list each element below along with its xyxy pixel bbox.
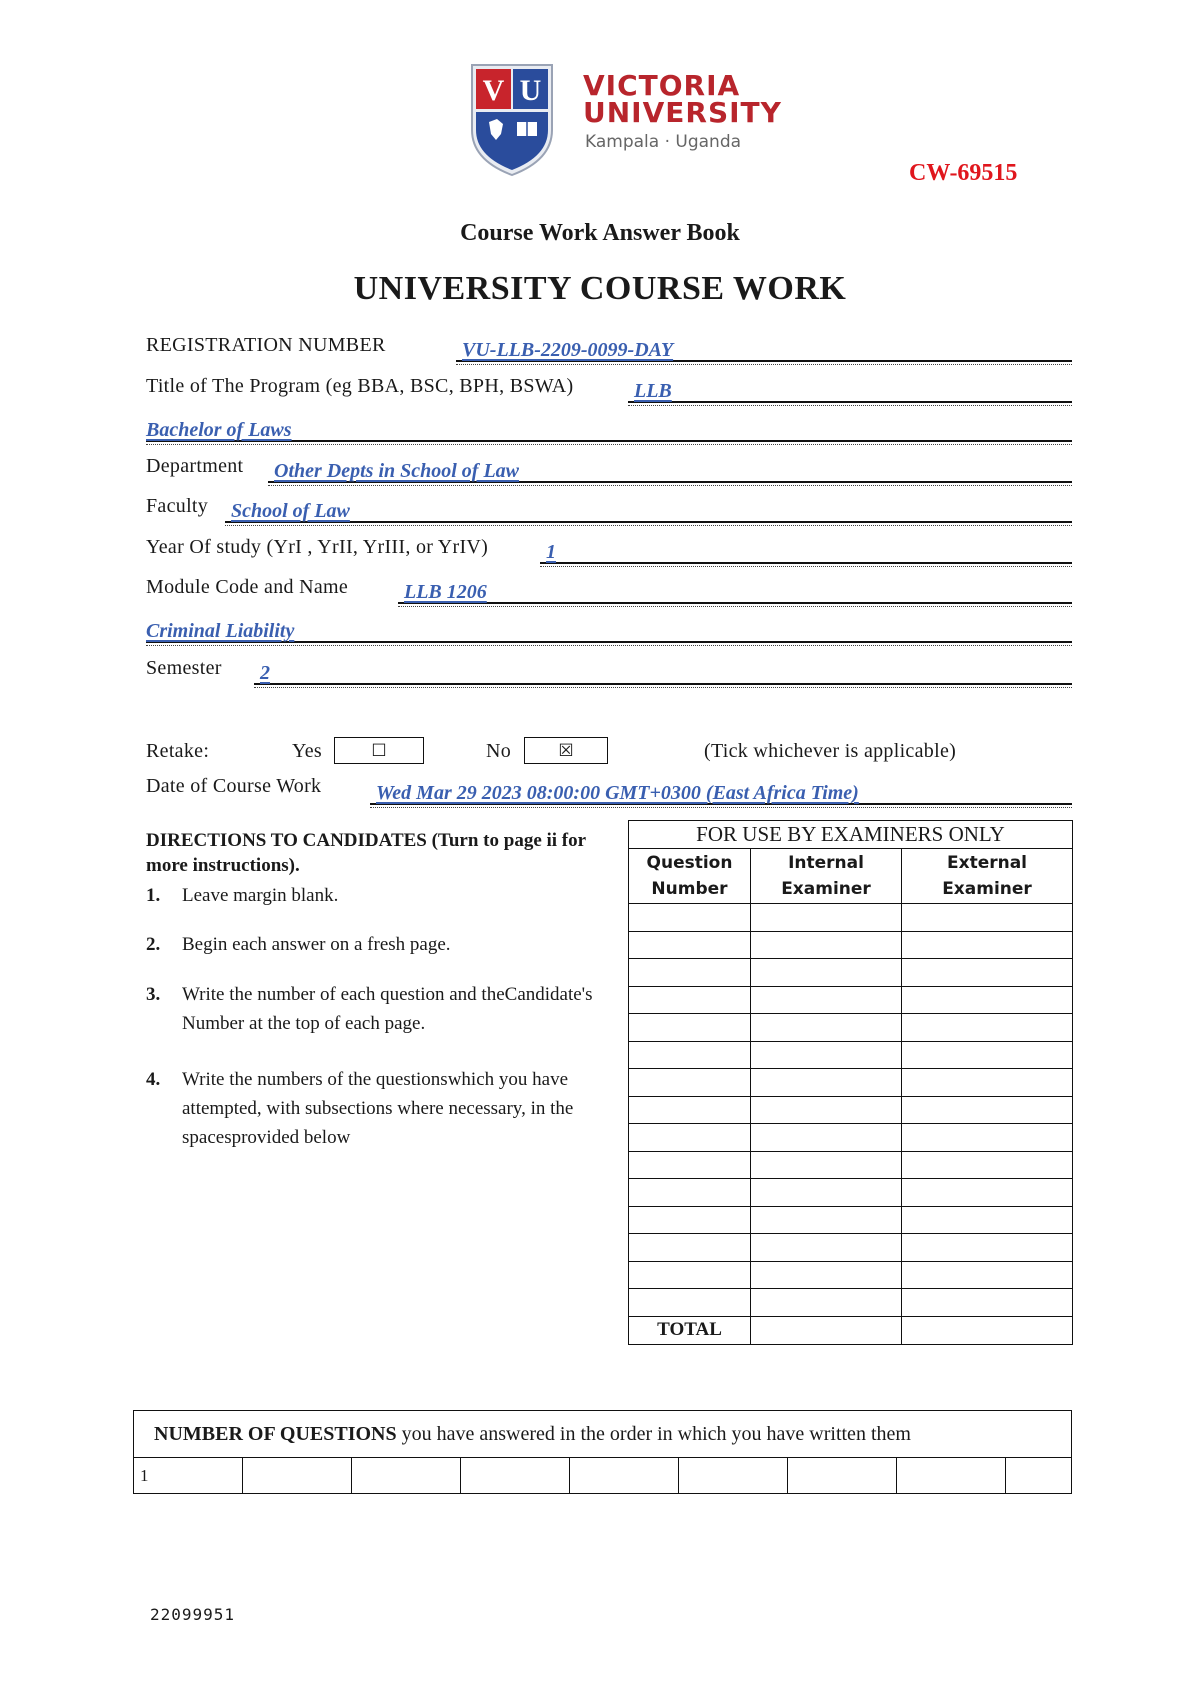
module-code-field[interactable] [398,578,1072,604]
program-label: Title of The Program (eg BBA, BSC, BPH, BSWA) [146,375,574,397]
table-cell[interactable] [902,931,1073,959]
table-cell[interactable] [902,1234,1073,1262]
total-internal-cell[interactable] [751,1316,902,1344]
table-row [629,1289,1073,1317]
table-cell[interactable] [629,959,751,987]
direction-number: 4. [146,1069,161,1090]
table-cell[interactable] [902,1151,1073,1179]
table-cell[interactable] [751,1014,902,1042]
date-value: Wed Mar 29 2023 08:00:00 GMT+0300 (East Africa Time) [376,782,859,804]
registration-value: VU-LLB-2209-0099-DAY [462,339,674,361]
table-cell[interactable] [902,959,1073,987]
table-cell[interactable] [629,1289,751,1317]
table-cell[interactable] [629,1179,751,1207]
direction-number: 3. [146,984,161,1005]
table-cell[interactable] [902,1014,1073,1042]
program-value: LLB [634,380,672,402]
direction-item [146,930,616,960]
table-cell[interactable] [629,1069,751,1097]
total-external-cell[interactable] [902,1316,1073,1344]
table-row [629,1179,1073,1207]
total-label: TOTAL [629,1316,751,1344]
year-field[interactable] [540,538,1072,564]
faculty-field[interactable] [225,497,1072,523]
table-cell[interactable] [629,904,751,932]
retake-yes-label: Yes [292,740,323,762]
direction-text: Write the number of each question and theCandidate's Number at the top of each page. [182,984,593,1034]
direction-number: 2. [146,934,161,955]
table-cell[interactable] [751,959,902,987]
faculty-label: Faculty [146,495,209,517]
semester-label: Semester [146,657,222,679]
department-label: Department [146,455,244,477]
examiners-table [628,820,1073,1345]
table-cell[interactable] [751,1151,902,1179]
table-cell[interactable] [751,1096,902,1124]
table-row [629,1206,1073,1234]
column-header-internal-examiner: Internal Examiner [751,849,902,904]
questions-row [134,1458,1072,1494]
table-cell[interactable] [902,1096,1073,1124]
retake-no-checkbox[interactable] [524,737,608,764]
table-cell[interactable] [629,986,751,1014]
registration-field[interactable] [456,336,1072,362]
table-row [629,1151,1073,1179]
table-cell[interactable] [902,904,1073,932]
question-cell[interactable]: 1 [134,1458,243,1494]
program-full-value: Bachelor of Laws [146,419,292,441]
table-row [629,1234,1073,1262]
university-logo-icon [467,60,557,180]
table-cell[interactable] [902,1179,1073,1207]
question-cell[interactable] [897,1458,1006,1494]
table-cell[interactable] [751,1234,902,1262]
table-cell[interactable] [629,1206,751,1234]
date-field[interactable] [370,779,1072,805]
direction-item [146,1065,616,1155]
direction-text: Begin each answer on a fresh page. [182,934,451,955]
date-label: Date of Course Work [146,775,322,797]
question-cell[interactable] [461,1458,570,1494]
direction-text: Write the numbers of the questionswhich you have attempted, with subsections where necessary, in the spacesprovided below [182,1069,574,1148]
table-cell[interactable] [902,1206,1073,1234]
table-row [629,904,1073,932]
retake-yes-checkbox[interactable] [334,737,424,764]
column-header-question-number: Question Number [629,849,751,904]
direction-item [146,980,616,1040]
table-cell[interactable] [629,1041,751,1069]
table-cell[interactable] [751,1261,902,1289]
registration-label: REGISTRATION NUMBER [146,334,386,356]
year-value: 1 [546,541,556,563]
question-cell[interactable] [243,1458,352,1494]
questions-heading-bold: NUMBER OF QUESTIONS [154,1422,397,1445]
question-cell[interactable] [788,1458,897,1494]
retake-no-mark: ☒ [558,740,574,760]
semester-value: 2 [260,662,270,684]
table-cell[interactable] [629,931,751,959]
table-cell[interactable] [751,931,902,959]
university-name-line2: UNIVERSITY [583,96,782,129]
questions-table-heading [134,1411,1072,1458]
table-row [629,931,1073,959]
question-cell[interactable] [570,1458,679,1494]
examiners-table-title: FOR USE BY EXAMINERS ONLY [629,821,1073,849]
table-cell[interactable] [902,1069,1073,1097]
faculty-value: School of Law [231,500,350,522]
table-cell[interactable] [629,1151,751,1179]
question-cell[interactable] [1006,1458,1072,1494]
directions-heading: DIRECTIONS TO CANDIDATES (Turn to page ii for more instructions). [146,830,586,876]
table-cell[interactable] [902,1289,1073,1317]
retake-label: Retake: [146,740,210,762]
retake-note: (Tick whichever is applicable) [704,740,957,762]
direction-number: 1. [146,885,161,906]
table-cell[interactable] [751,1069,902,1097]
department-value: Other Depts in School of Law [274,460,520,482]
total-row [629,1316,1073,1344]
logo-letter-u: U [519,74,542,107]
questions-answered-table [133,1410,1072,1494]
module-code-value: LLB 1206 [404,581,487,603]
table-row [629,1261,1073,1289]
table-cell[interactable] [751,904,902,932]
semester-field[interactable] [254,659,1072,685]
module-name-field[interactable] [146,617,1072,643]
table-cell[interactable] [751,986,902,1014]
candidate-number: 22099951 [150,1605,236,1624]
table-row [629,986,1073,1014]
table-cell[interactable] [751,1041,902,1069]
question-cell[interactable] [679,1458,788,1494]
table-row [629,1041,1073,1069]
table-row [629,1096,1073,1124]
table-cell[interactable] [751,1289,902,1317]
university-location: Kampala · Uganda [585,132,742,152]
year-label: Year Of study (YrI , YrII, YrIII, or YrIV) [146,536,489,558]
module-label: Module Code and Name [146,576,349,598]
questions-heading-rest: you have answered in the order in which you have written them [396,1422,911,1445]
table-row [629,1124,1073,1152]
table-cell[interactable] [902,986,1073,1014]
university-name [583,69,782,129]
page-title: UNIVERSITY COURSE WORK [353,270,847,307]
direction-text: Leave margin blank. [182,885,339,906]
table-row [629,1014,1073,1042]
table-cell[interactable] [629,1096,751,1124]
column-header-external-examiner: External Examiner [902,849,1073,904]
table-cell[interactable] [751,1124,902,1152]
table-cell[interactable] [902,1261,1073,1289]
book-title: Course Work Answer Book [460,220,740,246]
question-cell[interactable] [352,1458,461,1494]
retake-no-label: No [486,740,512,762]
coursework-code: CW-69515 [909,160,1018,186]
table-row [629,959,1073,987]
logo-letter-v: V [482,74,505,107]
table-cell[interactable] [629,1234,751,1262]
table-cell[interactable] [629,1261,751,1289]
table-row [629,1069,1073,1097]
table-cell[interactable] [751,1206,902,1234]
university-name-line1: VICTORIA [583,69,741,102]
table-cell[interactable] [902,1041,1073,1069]
table-cell[interactable] [751,1179,902,1207]
table-cell[interactable] [902,1124,1073,1152]
department-field[interactable] [268,457,1072,483]
table-cell[interactable] [629,1014,751,1042]
retake-yes-mark: ☐ [371,740,387,760]
program-full-field[interactable] [146,416,1072,442]
module-name-value: Criminal Liability [146,620,295,642]
program-field[interactable] [628,377,1072,403]
table-cell[interactable] [629,1124,751,1152]
direction-item [146,881,616,911]
